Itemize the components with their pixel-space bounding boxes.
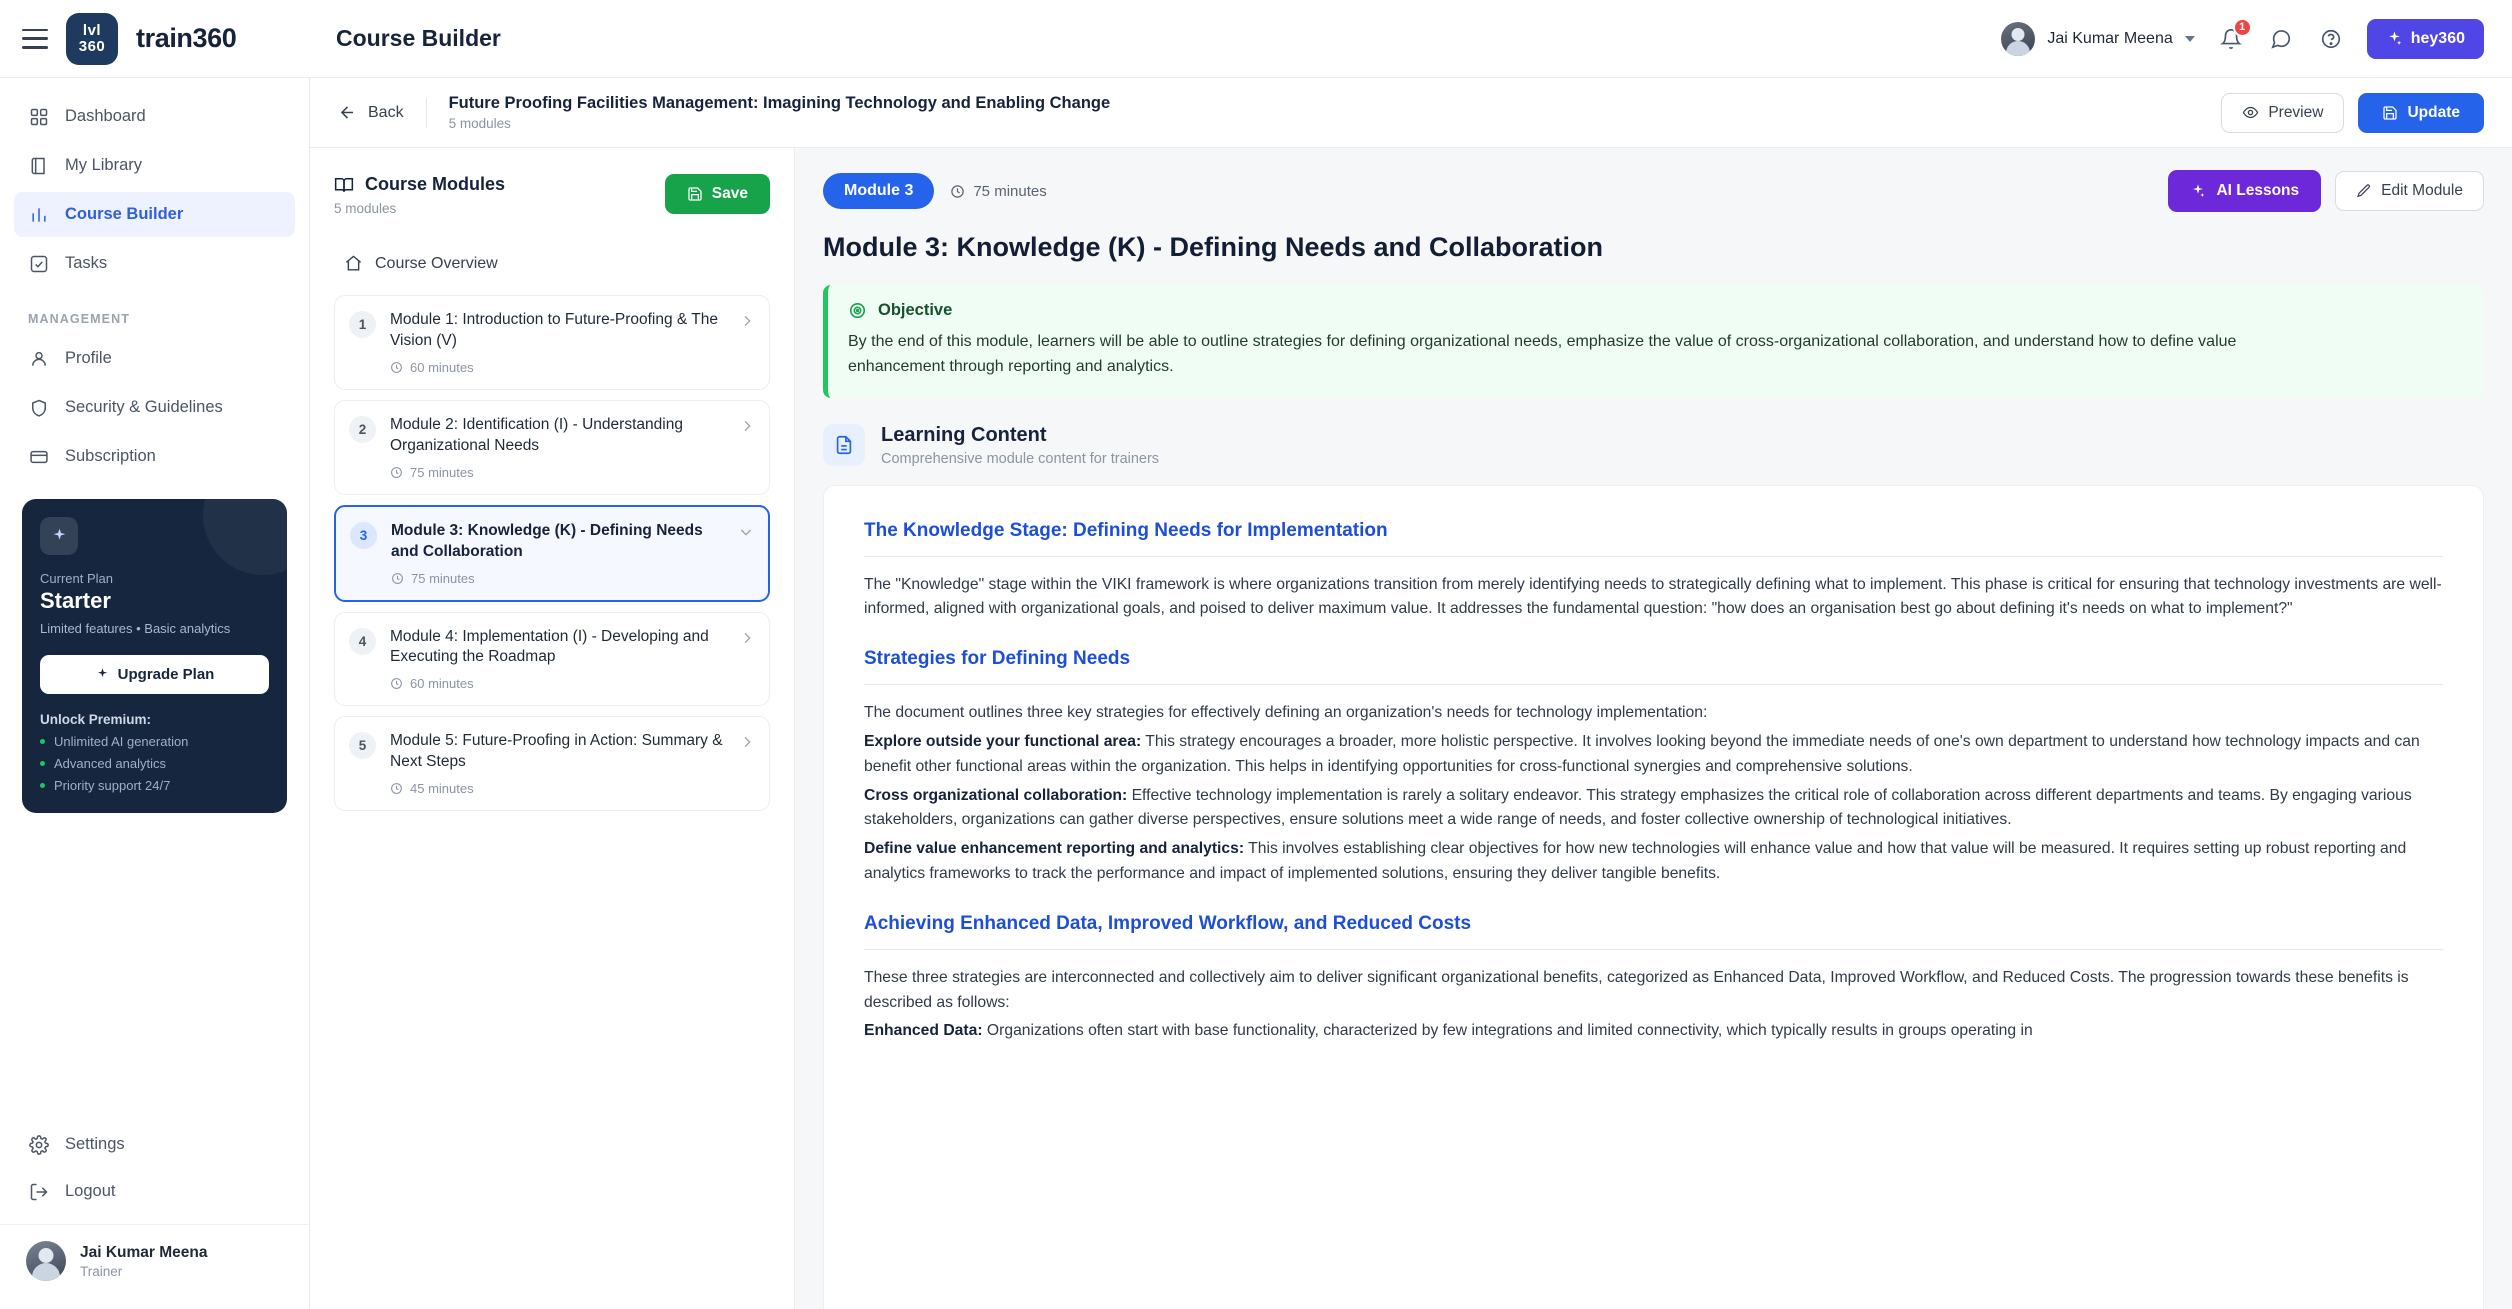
content-paragraph-text: Organizations often start with base functionality, characterized by few integrations and limited connectivity, which typically results in groups operating in (982, 1022, 2033, 1040)
content-paragraph-lead: Explore outside your functional area: (864, 732, 1142, 750)
help-icon[interactable] (2317, 25, 2345, 53)
module-detail-pane (795, 148, 2512, 1309)
sidebar-item-label: My Library (65, 156, 143, 174)
unlock-title: Unlock Premium: (40, 711, 152, 727)
module-title: Module 5: Future-Proofing in Action: Summary & Next Steps (390, 732, 723, 771)
content-paragraph-lead: Define value enhancement reporting and analytics: (864, 840, 1245, 858)
module-duration-row (390, 465, 725, 480)
objective-callout (823, 285, 2484, 398)
sidebar-item-label: Tasks (65, 254, 108, 272)
modules-panel-title-row (334, 174, 505, 195)
plan-current-label: Current Plan (40, 571, 113, 586)
eye-icon (2242, 104, 2259, 121)
avatar (2001, 22, 2035, 56)
book-icon (28, 155, 49, 176)
logo[interactable] (66, 13, 118, 65)
content-paragraph-text: This involves establishing clear objectives for how new technologies will enhance value and how that value will be measured. It requires setting up robust reporting and analytics frameworks to track the performance and impact of implemented solutions, ensuring they deliver tangible benefits. (864, 840, 2407, 882)
content-paragraph (864, 730, 2443, 780)
sidebar-item-subscription[interactable] (14, 434, 295, 479)
sidebar-bottom (0, 1120, 309, 1309)
document-icon (823, 424, 865, 466)
sparkle-icon (40, 517, 78, 555)
unlock-item (40, 778, 269, 793)
module-duration-row (390, 360, 725, 375)
module-list-item-5[interactable] (334, 716, 770, 811)
save-button[interactable] (665, 174, 770, 214)
objective-label: Objective (878, 301, 953, 319)
preview-label: Preview (2268, 103, 2324, 121)
chart-icon (28, 204, 49, 225)
hey360-button[interactable] (2367, 19, 2484, 59)
ai-lessons-button[interactable] (2168, 170, 2321, 212)
chevron-right-icon[interactable] (739, 734, 755, 755)
module-badge: Module 3 (823, 173, 934, 209)
user-icon (28, 348, 49, 369)
sidebar-item-label: Dashboard (65, 107, 146, 125)
notification-badge: 1 (2233, 18, 2252, 37)
module-number: 2 (349, 416, 376, 443)
clock-icon (390, 466, 403, 479)
unlock-item (40, 756, 269, 771)
clock-icon (390, 361, 403, 374)
content-paragraph-lead: Cross organizational collaboration: (864, 786, 1128, 804)
course-title: Future Proofing Facilities Management: Imagining Technology and Enabling Change (448, 94, 1111, 112)
bullet-icon (40, 761, 45, 766)
update-button[interactable] (2358, 93, 2484, 133)
top-bar (0, 0, 2512, 78)
content-section-heading: The Knowledge Stage: Defining Needs for Implementation (864, 519, 1388, 541)
sidebar-user-role: Trainer (80, 1263, 123, 1279)
plan-name: Starter (40, 588, 111, 613)
objective-header (848, 301, 2462, 320)
content-paragraph-text: This strategy encourages a broader, more holistic perspective. It involves looking beyond the immediate needs of one's own department to understand how technology impacts and can benefit other functional areas within the organization. This helps in identifying opportunities for cross-functional synergies and comprehensive solutions. (864, 732, 2420, 775)
divider (426, 98, 427, 128)
unlock-item (40, 734, 269, 749)
user-name: Jai Kumar Meena (2047, 29, 2173, 47)
sidebar-item-label: Security & Guidelines (65, 398, 223, 416)
save-icon (2382, 105, 2398, 121)
content-paragraph: These three strategies are interconnected and collectively aim to deliver significant organizational benefits, categorized as Enhanced Data, Improved Workflow, and Reduced Costs. The progression towards these benefits is described as follows: (864, 968, 2409, 1011)
sidebar-item-label: Profile (65, 349, 112, 367)
back-button[interactable] (338, 103, 404, 122)
edit-module-button[interactable] (2335, 171, 2484, 211)
subheader-actions (2221, 93, 2484, 133)
upgrade-plan-button[interactable] (40, 655, 269, 694)
sparkle-icon (2190, 183, 2206, 199)
unlock-item-label: Priority support 24/7 (54, 777, 171, 793)
pencil-icon (2356, 183, 2372, 199)
content-paragraph (864, 1019, 2443, 1044)
module-title: Module 4: Implementation (I) - Developing and Executing the Roadmap (390, 627, 709, 666)
module-duration-chip (950, 183, 1046, 200)
clock-icon (950, 184, 965, 199)
objective-text: By the end of this module, learners will be able to outline strategies for defining organizational needs, emphasize the value of cross-organizational collaboration, and understand how to define value enhancement through reporting and analytics. (848, 333, 2237, 375)
upgrade-plan-label: Upgrade Plan (117, 665, 215, 683)
brand-name: train360 (136, 23, 237, 53)
sidebar-user[interactable] (0, 1224, 309, 1299)
notifications-icon[interactable] (2217, 21, 2246, 53)
module-duration-row (391, 571, 724, 586)
target-icon (848, 301, 867, 320)
clock-icon (390, 677, 403, 690)
learning-content-title: Learning Content (881, 423, 1047, 446)
sidebar-item-course-builder[interactable] (14, 192, 295, 237)
course-subheader (310, 78, 2512, 148)
content-paragraph-lead: Enhanced Data: (864, 1022, 983, 1040)
module-title: Module 1: Introduction to Future-Proofing & The Vision (V) (390, 311, 718, 349)
sidebar-user-name: Jai Kumar Meena (80, 1243, 208, 1261)
shield-icon (28, 397, 49, 418)
top-bar-brand (0, 13, 310, 65)
module-list-item-4[interactable] (334, 612, 770, 707)
logout-icon (28, 1181, 49, 1202)
logo-line-2: 360 (78, 37, 106, 55)
course-modules-panel (310, 148, 795, 1309)
content-section-heading: Strategies for Defining Needs (864, 648, 1131, 670)
module-list-item-3[interactable] (334, 505, 770, 602)
content-section-heading: Achieving Enhanced Data, Improved Workflow, and Reduced Costs (864, 912, 1472, 934)
edit-module-label: Edit Module (2381, 182, 2463, 199)
user-menu[interactable] (2001, 22, 2194, 56)
modules-panel-subtitle: 5 modules (334, 201, 397, 216)
page-title: Course Builder (336, 25, 501, 51)
sidebar-item-label: Logout (65, 1182, 116, 1200)
divider (864, 949, 2443, 950)
chevron-down-icon (2185, 36, 2195, 42)
learning-content-header (823, 424, 2484, 467)
module-detail-title: Module 3: Knowledge (K) - Defining Needs and Collaboration (823, 232, 1604, 262)
content-paragraph: The document outlines three key strategies for effectively defining an organization's needs for technology implementation: (864, 704, 1708, 722)
home-icon (344, 254, 363, 273)
sidebar-item-settings[interactable] (14, 1122, 295, 1167)
gear-icon (28, 1134, 49, 1155)
module-list-item-1[interactable] (334, 295, 770, 390)
avatar (26, 1241, 66, 1281)
sidebar-item-my-library[interactable] (14, 143, 295, 188)
plan-card (22, 499, 287, 813)
top-bar-actions (2001, 19, 2512, 59)
divider (864, 684, 2443, 685)
chevron-right-icon[interactable] (739, 630, 755, 651)
save-icon (687, 186, 703, 202)
module-duration-row (390, 676, 725, 691)
logo-line-1: lvl (82, 21, 102, 39)
sidebar-item-label: Course Builder (65, 205, 184, 223)
sidebar (0, 78, 310, 1309)
module-duration: 75 minutes (410, 464, 474, 480)
grid-icon (28, 106, 49, 127)
update-label: Update (2407, 103, 2460, 121)
course-overview-label: Course Overview (375, 254, 498, 272)
chevron-right-icon[interactable] (739, 418, 755, 439)
module-title: Module 3: Knowledge (K) - Defining Needs and Collaboration (391, 521, 703, 560)
main-area (310, 78, 2512, 1309)
content-paragraph (864, 837, 2443, 887)
messages-icon[interactable] (2267, 25, 2295, 53)
chevron-down-icon[interactable] (738, 524, 754, 545)
clock-icon (391, 572, 404, 585)
top-bar-title-area (310, 25, 2001, 52)
divider (864, 556, 2443, 557)
ai-lessons-label: AI Lessons (2216, 182, 2300, 199)
modules-panel-title: Course Modules (365, 174, 506, 194)
bullet-icon (40, 739, 45, 744)
module-number: 4 (349, 628, 376, 655)
course-module-count: 5 modules (448, 116, 511, 131)
module-number: 3 (350, 522, 377, 549)
bullet-icon (40, 783, 45, 788)
sidebar-item-profile[interactable] (14, 336, 295, 381)
content-paragraph: The "Knowledge" stage within the VIKI framework is where organizations transition from merely identifying needs to strategically defining what to implement. This phase is critical for ensuring that technology investments are well-informed, aligned with organizational goals, and poised to deliver maximum value. It addresses the fundamental question: "how does an organisation best go about defining it's needs on what to implement?" (864, 575, 2442, 618)
module-list-item-2[interactable] (334, 400, 770, 495)
unlock-item-label: Advanced analytics (54, 755, 167, 771)
module-duration: 60 minutes (410, 359, 474, 375)
preview-button[interactable] (2221, 93, 2344, 133)
back-label: Back (368, 103, 404, 121)
module-number: 5 (349, 732, 376, 759)
sidebar-item-logout[interactable] (14, 1169, 295, 1214)
module-title: Module 2: Identification (I) - Understanding Organizational Needs (390, 415, 683, 454)
content-paragraph-text: Effective technology implementation is rarely a solitary endeavor. This strategy emphasizes the critical role of collaboration across different departments and teams. By engaging various stakeholders, organizations can gather diverse perspectives, ensure solutions meet a wide range of needs, and foster collective ownership of technological initiatives. (864, 786, 2412, 829)
chevron-right-icon[interactable] (739, 313, 755, 334)
content-paragraph (864, 784, 2443, 834)
module-duration: 75 minutes (973, 182, 1047, 200)
save-label: Save (711, 185, 748, 202)
hamburger-icon[interactable] (22, 29, 48, 49)
learning-content-subtitle: Comprehensive module content for trainers (881, 450, 1160, 467)
module-duration: 60 minutes (410, 676, 474, 692)
module-duration: 45 minutes (410, 781, 474, 797)
sidebar-item-dashboard[interactable] (14, 94, 295, 139)
hey360-label: hey360 (2410, 29, 2465, 47)
unlock-item-label: Unlimited AI generation (54, 733, 189, 749)
sidebar-item-label: Settings (65, 1135, 125, 1153)
book-open-icon (334, 175, 354, 195)
arrow-left-icon (338, 103, 357, 122)
sidebar-item-security[interactable] (14, 385, 295, 430)
module-duration-row (390, 781, 725, 796)
sidebar-item-tasks[interactable] (14, 241, 295, 286)
module-duration: 75 minutes (411, 570, 475, 586)
plan-description: Limited features • Basic analytics (40, 621, 231, 636)
learning-content-body (823, 485, 2484, 1309)
sidebar-section-label: MANAGEMENT (28, 312, 130, 326)
module-number: 1 (349, 311, 376, 338)
card-icon (28, 446, 49, 467)
check-square-icon (28, 253, 49, 274)
sidebar-item-label: Subscription (65, 447, 156, 465)
course-overview-item[interactable] (334, 242, 770, 285)
clock-icon (390, 782, 403, 795)
